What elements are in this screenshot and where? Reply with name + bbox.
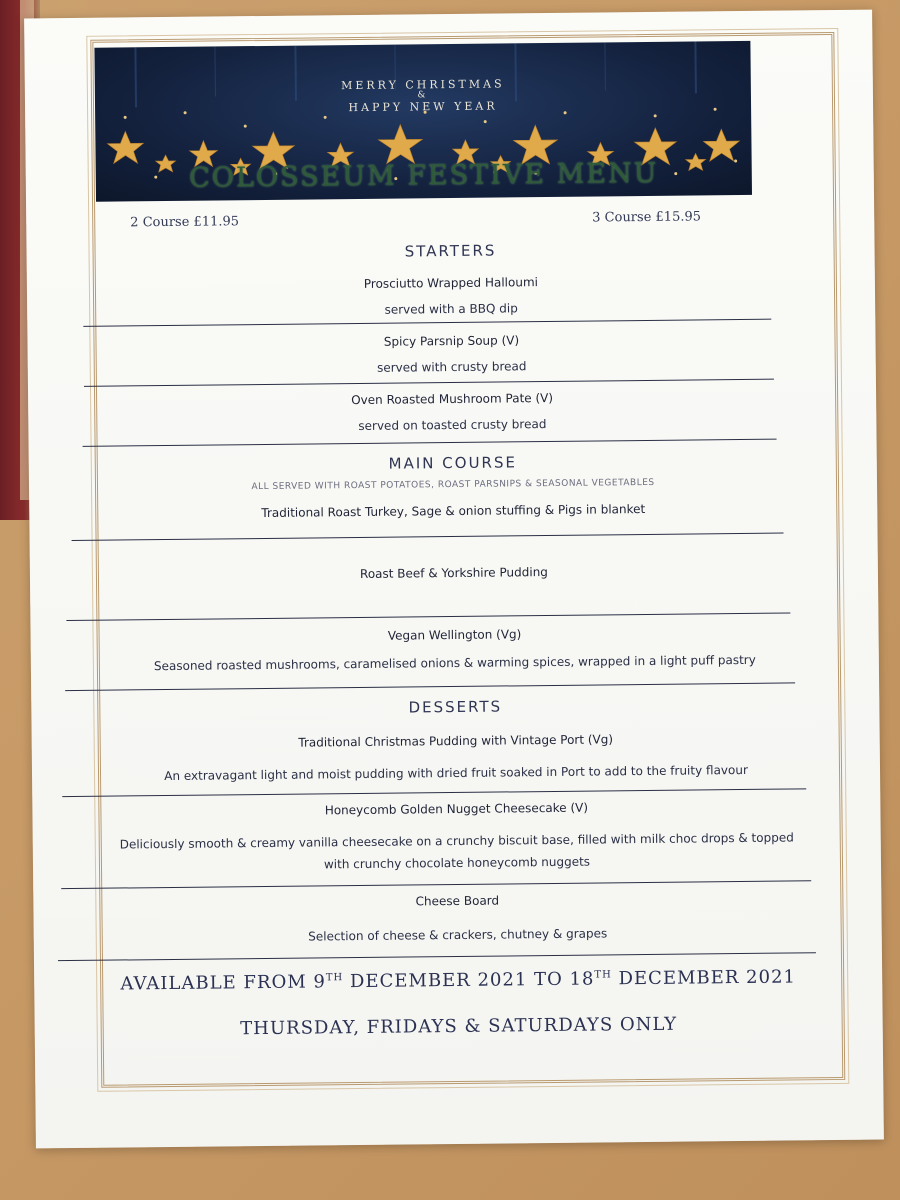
greeting-happy-new-year: HAPPY NEW YEAR	[348, 99, 498, 115]
section-heading-main-course: MAIN COURSE	[388, 453, 518, 473]
section-heading-desserts: DESSERTS	[408, 697, 503, 717]
availability-suffix: DECEMBER 2021	[611, 966, 797, 990]
dish-description: Seasoned roasted mushrooms, caramelised onions & warming spices, wrapped in a light puff pastry	[153, 652, 756, 674]
menu-title: COLOSSEUM FESTIVE MENU	[189, 157, 659, 194]
availability-prefix: AVAILABLE FROM 9	[120, 971, 326, 995]
dish-description: An extravagant light and moist pudding with dried fruit soaked in Port to add to the fruity flavour	[164, 762, 748, 784]
dish-name: Traditional Roast Turkey, Sage & onion stuffing & Pigs in blanket	[261, 501, 646, 521]
dish-name: Honeycomb Golden Nugget Cheesecake (V)	[324, 800, 589, 818]
dish-description: served with a BBQ dip	[384, 301, 518, 317]
dish-description-line2: with crunchy chocolate honeycomb nuggets	[323, 854, 591, 872]
dish-name: Roast Beef & Yorkshire Pudding	[359, 565, 548, 581]
section-heading-starters: STARTERS	[404, 241, 497, 261]
dish-name: Oven Roasted Mushroom Pate (V)	[351, 390, 554, 408]
dish-description: served with crusty bread	[376, 359, 527, 375]
dish-description: Selection of cheese & crackers, chutney & grapes	[308, 926, 608, 944]
dish-name: Traditional Christmas Pudding with Vintage Port (Vg)	[298, 732, 614, 750]
dish-name: Vegan Wellington (Vg)	[387, 627, 522, 643]
availability-middle: DECEMBER 2021 TO 18	[343, 968, 595, 993]
price-two-course: 2 Course £11.95	[130, 214, 240, 231]
greeting-ampersand: &	[417, 90, 429, 101]
greeting-merry-christmas: MERRY CHRISTMAS	[340, 77, 505, 93]
main-course-note: ALL SERVED WITH ROAST POTATOES, ROAST PARSNIPS & SEASONAL VEGETABLES	[251, 477, 655, 493]
menu-sheet	[24, 10, 884, 1149]
dish-name: Cheese Board	[415, 893, 500, 909]
dish-name: Spicy Parsnip Soup (V)	[383, 333, 520, 349]
dish-description: served on toasted crusty bread	[358, 417, 547, 433]
ordinal-suffix: TH	[594, 969, 612, 981]
price-three-course: 3 Course £15.95	[592, 209, 702, 226]
festive-banner	[94, 41, 752, 202]
dish-name: Prosciutto Wrapped Halloumi	[363, 275, 539, 291]
dish-description-line1: Deliciously smooth & creamy vanilla cheesecake on a crunchy biscuit base, filled with milk choc drops & topped	[119, 830, 794, 852]
availability-days: THURSDAY, FRIDAYS & SATURDAYS ONLY	[240, 1013, 678, 1040]
ordinal-suffix: TH	[325, 972, 344, 984]
